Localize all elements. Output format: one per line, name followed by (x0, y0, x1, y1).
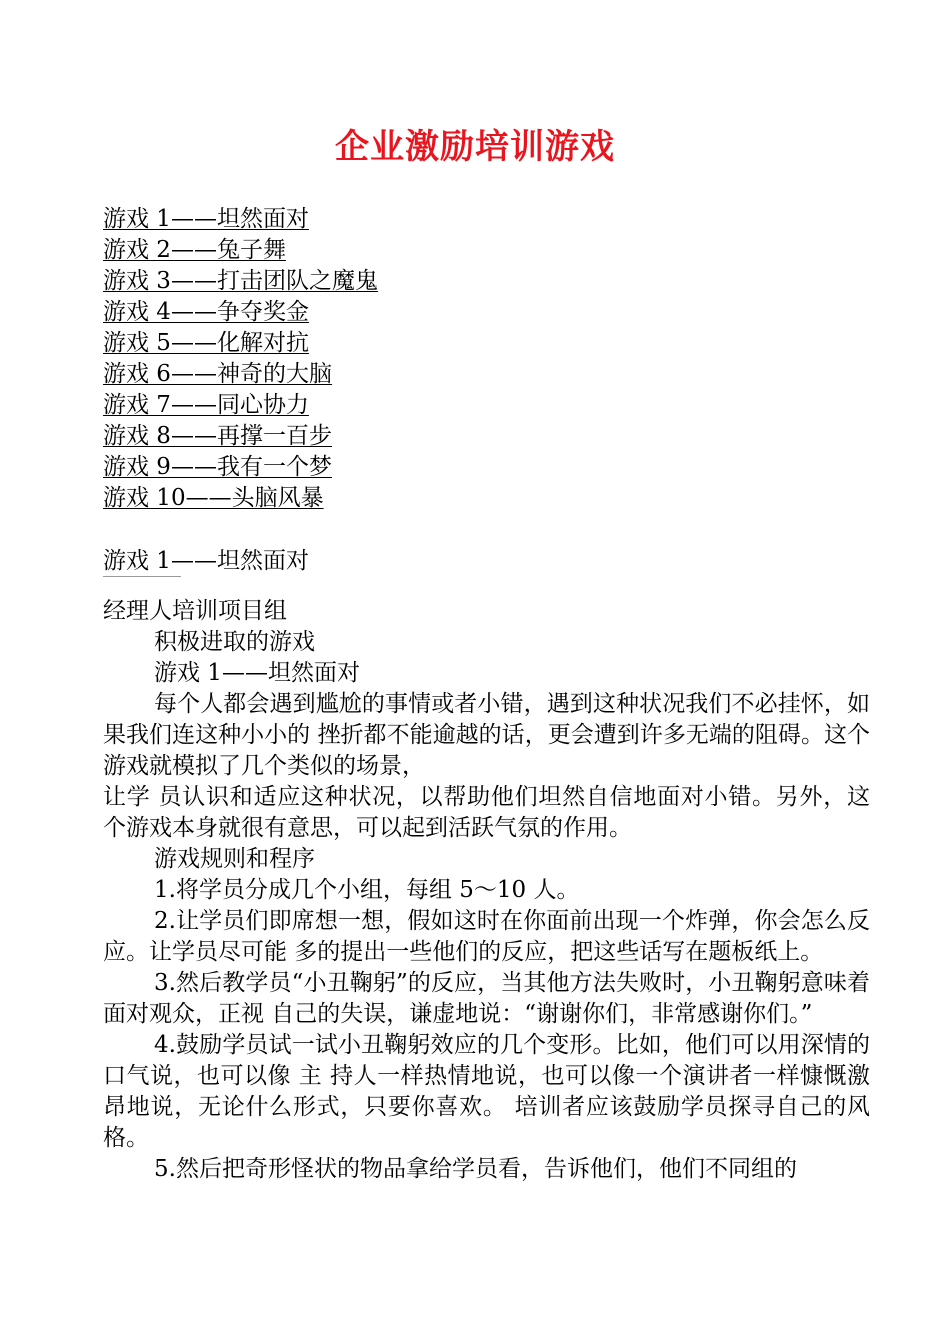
toc-link-game-10[interactable]: 游戏 10——头脑风暴 (103, 485, 324, 511)
rule-step-5: 5.然后把奇形怪状的物品拿给学员看，告诉他们，他们不同组的 (154, 1156, 797, 1182)
rule-step-4: 4.鼓励学员试一试小丑鞠躬效应的几个变形。比如，他们可以用深情的口气说，也可以像 主 持人一样热情地说，也可以像一个演讲者一样慷慨激昂地说，无论什么形式，只要你喜欢。 培训者应该鼓励学员探寻自己的风格。 (103, 1032, 870, 1151)
toc-item (103, 328, 378, 359)
toc-link-game-8[interactable]: 游戏 8——再撑一百步 (103, 423, 332, 449)
toc-item (103, 390, 378, 421)
section-heading-text: 游戏 1——坦然面对 (103, 548, 309, 574)
game-title: 游戏 1——坦然面对 (154, 660, 360, 686)
table-of-contents (103, 204, 378, 514)
toc-item (103, 452, 378, 483)
toc-item (103, 359, 378, 390)
heading-underline-divider (103, 576, 181, 577)
rule-step-3: 3.然后教学员“小丑鞠躬”的反应，当其他方法失败时，小丑鞠躬意味着面对观众，正视 自己的失误，谦虚地说：“谢谢你们，非常感谢你们。” (103, 970, 870, 1027)
intro-paragraph-continued: 让学 员认识和适应这种状况，以帮助他们坦然自信地面对小错。另外，这 个游戏本身就很有意思，可以起到活跃气氛的作用。 (103, 784, 870, 841)
toc-link-game-5[interactable]: 游戏 5——化解对抗 (103, 330, 309, 356)
toc-item (103, 483, 378, 514)
document-title: 企业激励培训游戏 (335, 127, 615, 167)
toc-item (103, 297, 378, 328)
section-body (103, 596, 870, 1185)
toc-item (103, 266, 378, 297)
rules-heading: 游戏规则和程序 (154, 846, 315, 872)
toc-link-game-3[interactable]: 游戏 3——打击团队之魔鬼 (103, 268, 378, 294)
category-label: 积极进取的游戏 (154, 629, 315, 655)
toc-link-game-4[interactable]: 游戏 4——争夺奖金 (103, 299, 309, 325)
org-label: 经理人培训项目组 (103, 598, 287, 624)
rule-step-2: 2.让学员们即席想一想，假如这时在你面前出现一个炸弹，你会怎么反应。让学员尽可能 多的提出一些他们的反应，把这些话写在题板纸上。 (103, 908, 870, 965)
toc-item (103, 421, 378, 452)
section-heading (103, 546, 309, 577)
toc-link-game-2[interactable]: 游戏 2——兔子舞 (103, 237, 286, 263)
toc-item (103, 235, 378, 266)
toc-link-game-1[interactable]: 游戏 1——坦然面对 (103, 206, 309, 232)
toc-link-game-6[interactable]: 游戏 6——神奇的大脑 (103, 361, 332, 387)
toc-link-game-7[interactable]: 游戏 7——同心协力 (103, 392, 309, 418)
toc-link-game-9[interactable]: 游戏 9——我有一个梦 (103, 454, 332, 480)
toc-item (103, 204, 378, 235)
rule-step-1: 1.将学员分成几个小组，每组 5～10 人。 (154, 877, 580, 903)
intro-paragraph: 每个人都会遇到尴尬的事情或者小错，遇到这种状况我们不必挂怀，如果我们连这种小小的 挫折都不能逾越的话，更会遭到许多无端的阻碍。这个游戏就模拟了几个类似的场景， (103, 691, 870, 779)
